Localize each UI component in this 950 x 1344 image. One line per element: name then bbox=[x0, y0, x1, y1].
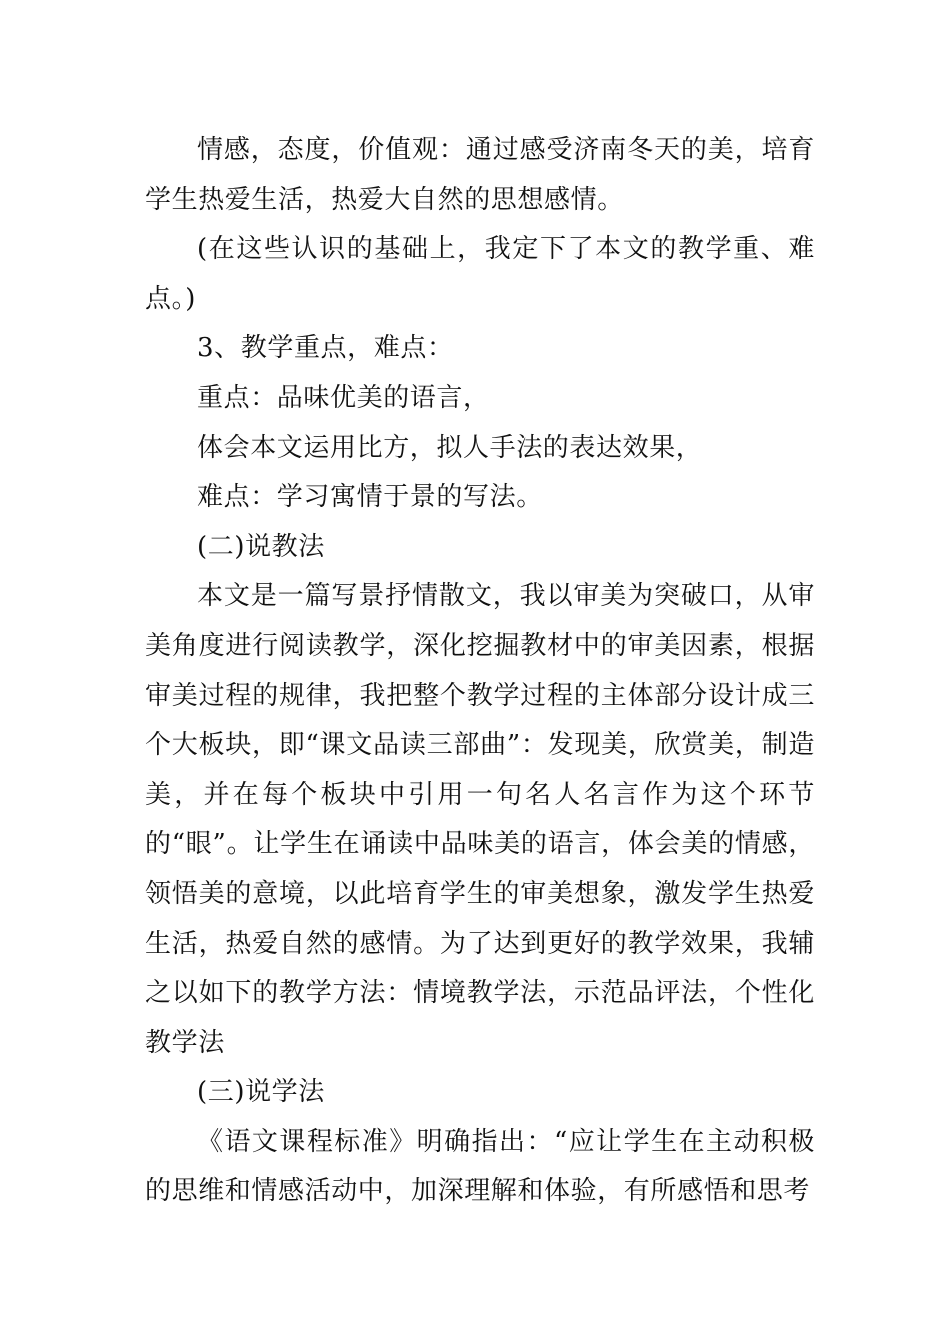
paragraph-curriculum-standard: 《语文课程标准》明确指出：“应让学生在主动积极的思维和情感活动中，加深理解和体验，有所感悟和思考 bbox=[145, 1126, 815, 1207]
paragraph-teaching-method: 本文是一篇写景抒情散文，我以审美为突破口，从审美角度进行阅读教学，深化挖掘教材中的审美因素，根据审美过程的规律，我把整个教学过程的主体部分设计成三个大板块，即“课文品读三部曲”：发现美，欣赏美，制造美，并在每个板块中引用一句名人名言作为这个环节的“眼”。让学生在诵读中品味美的语言，体会美的情感，领悟美的意境，以此培育学生的审美想象，激发学生热爱生活，热爱自然的感情。为了达到更好的教学效果，我辅之以如下的教学方法：情境教学法，示范品评法，个性化教学法 bbox=[145, 581, 815, 1058]
section-heading-key-points: 3、教学重点，难点： bbox=[197, 333, 454, 364]
document-body bbox=[145, 126, 815, 1217]
paragraph-transition-note: (在这些认识的基础上，我定下了本文的教学重、难点。) bbox=[145, 234, 815, 314]
section-heading-teaching-method: (二)说教法 bbox=[197, 531, 325, 562]
paragraph-difficult-point: 难点：学习寓情于景的写法。 bbox=[197, 482, 543, 513]
paragraph-values-goal: 情感，态度，价值观：通过感受济南冬天的美，培育学生热爱生活，热爱大自然的思想感情。 bbox=[145, 135, 815, 215]
section-heading-learning-method: (三)说学法 bbox=[197, 1077, 325, 1108]
paragraph-key-point-rhetoric: 体会本文运用比方，拟人手法的表达效果， bbox=[197, 432, 703, 463]
paragraph-key-point-language: 重点：品味优美的语言， bbox=[197, 382, 490, 413]
